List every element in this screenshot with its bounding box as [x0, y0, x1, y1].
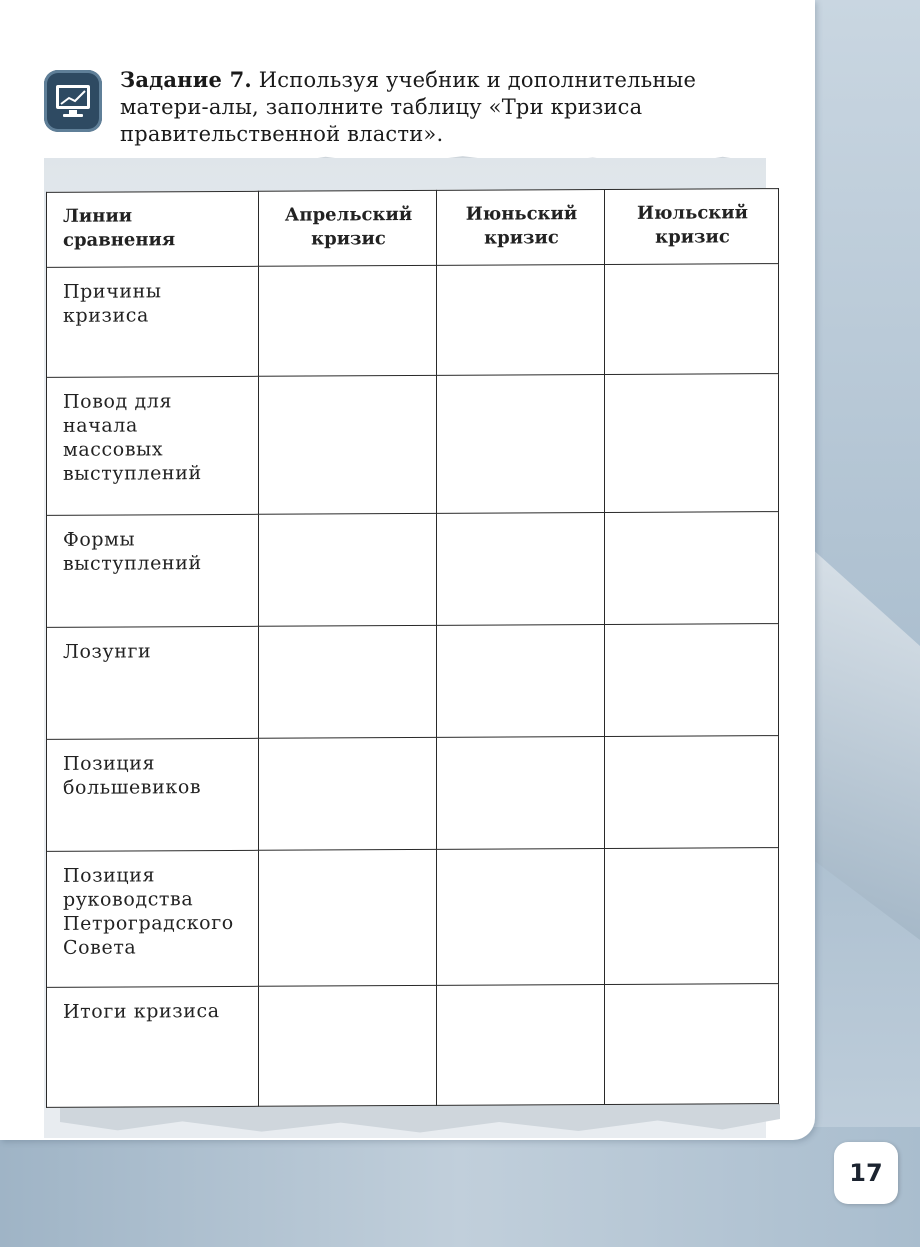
- table-row: [47, 374, 779, 516]
- answer-cell[interactable]: [259, 625, 437, 738]
- answer-cell[interactable]: [437, 736, 605, 849]
- answer-cell[interactable]: [259, 737, 437, 850]
- row-label-bolsheviks: Позиция большевиков: [47, 738, 259, 851]
- answer-cell[interactable]: [259, 265, 437, 376]
- answer-cell[interactable]: [259, 985, 437, 1106]
- answer-cell[interactable]: [259, 849, 437, 986]
- row-label-slogans: Лозунги: [47, 626, 259, 739]
- answer-cell[interactable]: [605, 264, 779, 375]
- header-july-crisis: Июльский кризис: [605, 189, 779, 265]
- table-row: [47, 264, 779, 378]
- row-label-results: Итоги кризиса: [47, 986, 259, 1107]
- comparison-table: [46, 188, 779, 1108]
- answer-cell[interactable]: [437, 264, 605, 375]
- row-label-pretext: Повод для начала массовых выступлений: [47, 376, 259, 515]
- answer-cell[interactable]: [259, 375, 437, 514]
- answer-cell[interactable]: [605, 512, 779, 625]
- table-header-row: [47, 189, 779, 268]
- answer-cell[interactable]: [605, 374, 779, 513]
- header-april-crisis: Апрельский кризис: [259, 190, 437, 266]
- header-comparison-lines: Линии сравнения: [47, 191, 259, 267]
- page-number: 17: [834, 1142, 898, 1204]
- row-label-causes: Причины кризиса: [47, 266, 259, 377]
- table-row: [47, 848, 779, 988]
- answer-cell[interactable]: [437, 848, 605, 985]
- header-june-crisis: Июньский кризис: [437, 189, 605, 265]
- answer-cell[interactable]: [605, 624, 779, 737]
- computer-task-icon: [44, 70, 102, 132]
- answer-cell[interactable]: [437, 374, 605, 513]
- table-row: [47, 512, 779, 628]
- row-label-petrosoviet: Позиция руководства Петроградского Совета: [47, 850, 259, 987]
- answer-cell[interactable]: [437, 624, 605, 737]
- table-row: [47, 624, 779, 740]
- answer-cell[interactable]: [259, 513, 437, 626]
- task-body: Используя учебник и дополнительные матери-алы, заполните таблицу «Три кризиса правительственной власти».: [120, 68, 697, 146]
- answer-cell[interactable]: [437, 984, 605, 1105]
- task-heading: Задание 7.: [120, 67, 252, 92]
- monitor-icon: [53, 82, 93, 120]
- row-label-forms: Формы выступлений: [47, 514, 259, 627]
- answer-cell[interactable]: [605, 848, 779, 985]
- answer-cell[interactable]: [605, 736, 779, 849]
- table-row: [47, 984, 779, 1108]
- task-instruction: [120, 66, 770, 148]
- table-row: [47, 736, 779, 852]
- background-facet: [0, 1127, 920, 1247]
- answer-cell[interactable]: [437, 512, 605, 625]
- answer-cell[interactable]: [605, 984, 779, 1105]
